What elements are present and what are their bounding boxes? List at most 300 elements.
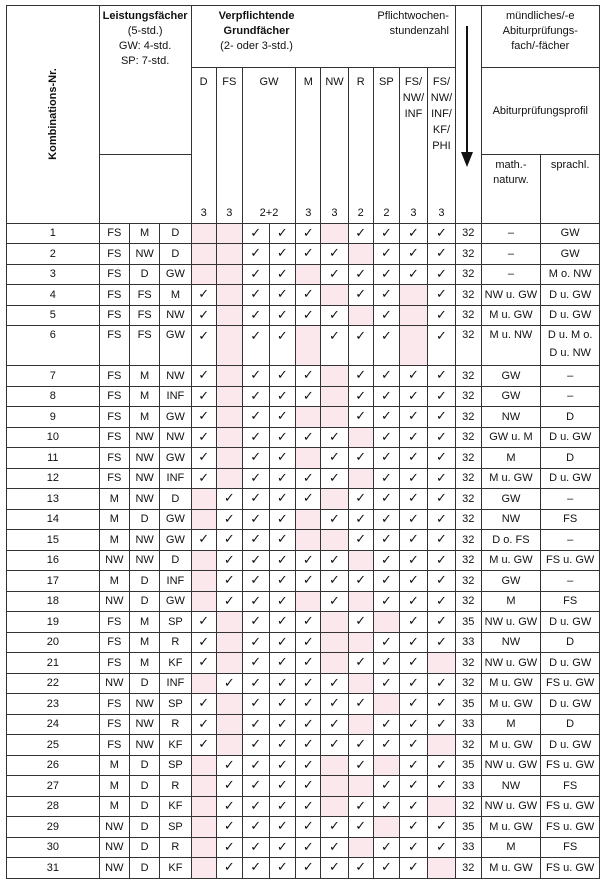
pflichtstunden-cell: 32 xyxy=(455,509,481,530)
pflichtstunden-cell: 32 xyxy=(455,571,481,592)
sprachl-value: FS xyxy=(563,513,578,526)
leistungsfach-cell: FS xyxy=(99,735,129,756)
muendlich-label1: mündliches/-e xyxy=(506,10,575,22)
table-row xyxy=(7,550,600,571)
check-cell: ✓ xyxy=(321,714,348,735)
sprachl-value: FS xyxy=(563,595,578,608)
leistungsfach-cell: FS xyxy=(99,366,129,387)
check-cell: ✓ xyxy=(400,837,428,858)
empty-check-cell xyxy=(321,366,348,387)
empty-check-cell xyxy=(191,489,216,510)
empty-check-cell xyxy=(348,550,373,571)
leistungsfach-cell: D xyxy=(129,796,159,817)
check-cell: ✓ xyxy=(216,837,242,858)
leistungsfach-cell: M xyxy=(99,796,129,817)
leistungsfach-cell: M xyxy=(129,223,159,244)
empty-check-cell xyxy=(216,386,242,407)
row-number: 15 xyxy=(7,530,100,551)
math-naturw-cell: – xyxy=(481,264,541,285)
leistungsfach-cell: D xyxy=(160,223,191,244)
row-number: 17 xyxy=(7,571,100,592)
pflichtstunden-cell: 32 xyxy=(455,653,481,674)
table-row xyxy=(7,366,600,387)
pflichtwochen-label2: stundenzahl xyxy=(389,25,449,37)
check-cell: ✓ xyxy=(373,858,399,879)
leistungsfach-cell: NW xyxy=(99,858,129,879)
row-number: 6 xyxy=(7,326,100,366)
check-cell: ✓ xyxy=(400,714,428,735)
pflicht-arrow-cell xyxy=(455,6,481,224)
math-naturw-cell: M u. GW xyxy=(481,468,541,489)
check-cell: ✓ xyxy=(400,530,428,551)
check-cell: ✓ xyxy=(242,837,269,858)
check-cell: ✓ xyxy=(373,468,399,489)
check-cell: ✓ xyxy=(269,264,296,285)
check-cell: ✓ xyxy=(427,837,455,858)
pflichtstunden-cell: 32 xyxy=(455,673,481,694)
sprachl-cell xyxy=(541,448,600,469)
check-cell: ✓ xyxy=(400,264,428,285)
empty-check-cell xyxy=(216,326,242,366)
sprachl-cell xyxy=(541,489,600,510)
row-number: 21 xyxy=(7,653,100,674)
check-cell: ✓ xyxy=(191,448,216,469)
table-row xyxy=(7,653,600,674)
verpflichtende-header xyxy=(191,6,455,68)
leistungsfach-cell: D xyxy=(160,489,191,510)
leistungsfach-cell: NW xyxy=(129,694,159,715)
sprachl-value: – xyxy=(567,574,574,587)
sprachl-cell xyxy=(541,366,600,387)
table-row xyxy=(7,407,600,428)
sprachl-header: sprachl. xyxy=(541,154,600,223)
check-cell: ✓ xyxy=(321,448,348,469)
check-cell: ✓ xyxy=(242,591,269,612)
check-cell: ✓ xyxy=(427,285,455,306)
subject-hours-0: 3 xyxy=(191,154,216,223)
check-cell: ✓ xyxy=(427,366,455,387)
table-row xyxy=(7,448,600,469)
subject-name: R xyxy=(356,76,365,88)
check-cell: ✓ xyxy=(191,386,216,407)
pflichtstunden-cell: 35 xyxy=(455,755,481,776)
check-cell: ✓ xyxy=(269,366,296,387)
check-cell: ✓ xyxy=(269,386,296,407)
check-cell: ✓ xyxy=(216,673,242,694)
check-cell: ✓ xyxy=(373,407,399,428)
check-cell: ✓ xyxy=(296,427,321,448)
check-cell: ✓ xyxy=(269,776,296,797)
leistungsfach-cell: GW xyxy=(160,407,191,428)
leistungsfach-cell: NW xyxy=(129,244,159,265)
leistungsfaecher-sub2: GW: 4-std. xyxy=(118,40,172,52)
sprachl-value: D u. GW xyxy=(549,656,592,669)
check-cell: ✓ xyxy=(242,755,269,776)
check-cell: ✓ xyxy=(427,427,455,448)
check-cell: ✓ xyxy=(191,285,216,306)
math-naturw-cell: M u. GW xyxy=(481,858,541,879)
empty-check-cell xyxy=(321,285,348,306)
sprachl-value: D xyxy=(566,451,575,464)
check-cell: ✓ xyxy=(296,817,321,838)
check-cell: ✓ xyxy=(427,755,455,776)
leistungsfach-cell: D xyxy=(129,509,159,530)
check-cell: ✓ xyxy=(296,612,321,633)
check-cell: ✓ xyxy=(373,305,399,326)
check-cell: ✓ xyxy=(427,550,455,571)
check-cell: ✓ xyxy=(400,407,428,428)
check-cell: ✓ xyxy=(269,326,296,366)
empty-check-cell xyxy=(191,244,216,265)
check-cell: ✓ xyxy=(348,285,373,306)
check-cell: ✓ xyxy=(296,858,321,879)
empty-check-cell xyxy=(400,285,428,306)
check-cell: ✓ xyxy=(242,858,269,879)
leistungsfach-cell: FS xyxy=(99,653,129,674)
table-row xyxy=(7,509,600,530)
math-naturw-cell: NW xyxy=(481,407,541,428)
leistungsfach-cell: NW xyxy=(129,530,159,551)
leistungsfach-cell: KF xyxy=(160,735,191,756)
check-cell: ✓ xyxy=(400,550,428,571)
empty-check-cell xyxy=(321,653,348,674)
sprachl-value: D u. M o. xyxy=(547,329,593,341)
empty-check-cell xyxy=(216,427,242,448)
check-cell: ✓ xyxy=(321,427,348,448)
check-cell: ✓ xyxy=(321,571,348,592)
leistungsfach-cell: NW xyxy=(129,714,159,735)
check-cell: ✓ xyxy=(373,386,399,407)
sprachl-cell xyxy=(541,694,600,715)
check-cell: ✓ xyxy=(321,817,348,838)
check-cell: ✓ xyxy=(269,489,296,510)
table-row xyxy=(7,427,600,448)
subject-name: M xyxy=(303,76,313,88)
sprachl-value: – xyxy=(567,533,574,546)
row-number: 5 xyxy=(7,305,100,326)
subject-header-6 xyxy=(373,68,399,155)
check-cell: ✓ xyxy=(269,714,296,735)
check-cell: ✓ xyxy=(373,837,399,858)
subject-header-2 xyxy=(242,68,295,155)
check-cell: ✓ xyxy=(348,386,373,407)
table-row xyxy=(7,285,600,306)
check-cell: ✓ xyxy=(348,326,373,366)
sprachl-value: GW xyxy=(560,227,580,240)
subject-header-5 xyxy=(348,68,373,155)
leistungsfach-cell: KF xyxy=(160,653,191,674)
check-cell: ✓ xyxy=(373,427,399,448)
check-cell: ✓ xyxy=(373,366,399,387)
pflichtstunden-cell: 33 xyxy=(455,837,481,858)
check-cell: ✓ xyxy=(296,796,321,817)
check-cell: ✓ xyxy=(348,796,373,817)
check-cell: ✓ xyxy=(242,427,269,448)
check-cell: ✓ xyxy=(373,264,399,285)
math-naturw-cell: M u. GW xyxy=(481,694,541,715)
check-cell: ✓ xyxy=(400,653,428,674)
check-cell: ✓ xyxy=(321,837,348,858)
check-cell: ✓ xyxy=(400,776,428,797)
math-naturw-cell: NW xyxy=(481,632,541,653)
check-cell: ✓ xyxy=(242,550,269,571)
check-cell: ✓ xyxy=(321,858,348,879)
subject-name: GW xyxy=(259,76,279,88)
empty-check-cell xyxy=(321,755,348,776)
leistungsfach-cell: D xyxy=(129,571,159,592)
subject-hours-7: 3 xyxy=(400,154,428,223)
empty-check-cell xyxy=(216,468,242,489)
pflichtwochen-label1: Pflichtwochen- xyxy=(377,10,449,22)
check-cell: ✓ xyxy=(296,386,321,407)
check-cell: ✓ xyxy=(373,223,399,244)
row-number: 20 xyxy=(7,632,100,653)
row-number: 31 xyxy=(7,858,100,879)
check-cell: ✓ xyxy=(269,509,296,530)
sprachl-cell xyxy=(541,386,600,407)
check-cell: ✓ xyxy=(400,448,428,469)
leistungsfach-cell: KF xyxy=(160,796,191,817)
leistungsfach-cell: KF xyxy=(160,858,191,879)
check-cell: ✓ xyxy=(269,612,296,633)
sprachl-value: FS xyxy=(563,841,578,854)
sprachl-value: FS xyxy=(563,779,578,792)
check-cell: ✓ xyxy=(242,448,269,469)
check-cell: ✓ xyxy=(269,244,296,265)
pflichtstunden-cell: 32 xyxy=(455,264,481,285)
check-cell: ✓ xyxy=(400,694,428,715)
empty-check-cell xyxy=(321,407,348,428)
check-cell: ✓ xyxy=(348,407,373,428)
check-cell: ✓ xyxy=(373,673,399,694)
check-cell: ✓ xyxy=(216,796,242,817)
check-cell: ✓ xyxy=(427,612,455,633)
row-number: 23 xyxy=(7,694,100,715)
subject-name: FS/ NW/ INF/ KF/ PHI xyxy=(430,76,453,152)
leistungsfach-cell: FS xyxy=(99,386,129,407)
check-cell: ✓ xyxy=(427,776,455,797)
row-number: 8 xyxy=(7,386,100,407)
sprachl-cell xyxy=(541,776,600,797)
check-cell: ✓ xyxy=(191,714,216,735)
leistungsfach-cell: M xyxy=(160,285,191,306)
leistungsfaecher-sub3: SP: 7-std. xyxy=(120,55,170,67)
check-cell: ✓ xyxy=(269,673,296,694)
check-cell: ✓ xyxy=(400,858,428,879)
down-arrow-icon xyxy=(460,26,474,168)
leistungsfach-cell: FS xyxy=(99,714,129,735)
empty-check-cell xyxy=(427,858,455,879)
check-cell: ✓ xyxy=(400,386,428,407)
check-cell: ✓ xyxy=(269,632,296,653)
leistungsfach-cell: NW xyxy=(99,837,129,858)
pflichtstunden-cell: 32 xyxy=(455,858,481,879)
empty-check-cell xyxy=(216,305,242,326)
check-cell: ✓ xyxy=(321,735,348,756)
empty-check-cell xyxy=(321,796,348,817)
check-cell: ✓ xyxy=(242,366,269,387)
pflichtstunden-cell: 33 xyxy=(455,632,481,653)
check-cell: ✓ xyxy=(216,755,242,776)
leistungsfach-cell: D xyxy=(129,755,159,776)
check-cell: ✓ xyxy=(296,694,321,715)
sprachl-value: – xyxy=(567,369,574,382)
subject-header-4 xyxy=(321,68,348,155)
leistungsfach-cell: INF xyxy=(160,468,191,489)
leistungsfach-cell: D xyxy=(129,673,159,694)
pflichtstunden-cell: 32 xyxy=(455,550,481,571)
check-cell: ✓ xyxy=(242,509,269,530)
check-cell: ✓ xyxy=(216,776,242,797)
sprachl-value: D xyxy=(566,636,575,649)
empty-check-cell xyxy=(191,776,216,797)
sprachl-cell xyxy=(541,530,600,551)
pflichtstunden-cell: 32 xyxy=(455,386,481,407)
row-number: 24 xyxy=(7,714,100,735)
leistungsfach-cell: M xyxy=(129,632,159,653)
row-number: 30 xyxy=(7,837,100,858)
leistungsfach-cell: R xyxy=(160,632,191,653)
row-number: 29 xyxy=(7,817,100,838)
check-cell: ✓ xyxy=(427,632,455,653)
check-cell: ✓ xyxy=(427,509,455,530)
check-cell: ✓ xyxy=(269,858,296,879)
check-cell: ✓ xyxy=(191,427,216,448)
empty-check-cell xyxy=(191,591,216,612)
row-number: 11 xyxy=(7,448,100,469)
leistungsfach-cell: NW xyxy=(129,427,159,448)
verpflichtende-title1: Verpflichtende xyxy=(218,10,295,22)
leistungsfach-cell: FS xyxy=(129,285,159,306)
leistungsfach-cell: NW xyxy=(160,305,191,326)
pflichtstunden-cell: 32 xyxy=(455,591,481,612)
empty-check-cell xyxy=(348,632,373,653)
leistungsfach-cell: M xyxy=(99,755,129,776)
check-cell: ✓ xyxy=(216,550,242,571)
subject-hours-5: 2 xyxy=(348,154,373,223)
subject-header-0 xyxy=(191,68,216,155)
leistungsfach-cell: M xyxy=(129,653,159,674)
kombinations-table-wrapper xyxy=(6,5,600,879)
leistung-empty-cell xyxy=(99,154,191,223)
check-cell: ✓ xyxy=(400,817,428,838)
empty-check-cell xyxy=(373,755,399,776)
check-cell: ✓ xyxy=(242,694,269,715)
check-cell: ✓ xyxy=(321,694,348,715)
empty-check-cell xyxy=(321,386,348,407)
check-cell: ✓ xyxy=(216,509,242,530)
leistungsfach-cell: FS xyxy=(99,407,129,428)
check-cell: ✓ xyxy=(216,591,242,612)
check-cell: ✓ xyxy=(373,714,399,735)
abiturpruefungsprofil-header: Abiturprüfungsprofil xyxy=(481,68,599,155)
pflichtstunden-cell: 32 xyxy=(455,427,481,448)
math-naturw-cell: NW u. GW xyxy=(481,285,541,306)
check-cell: ✓ xyxy=(400,571,428,592)
check-cell: ✓ xyxy=(400,612,428,633)
sprachl-value: FS u. GW xyxy=(546,861,595,874)
empty-check-cell xyxy=(191,223,216,244)
check-cell: ✓ xyxy=(296,366,321,387)
pflichtstunden-cell: 32 xyxy=(455,244,481,265)
check-cell: ✓ xyxy=(348,735,373,756)
leistungsfach-cell: NW xyxy=(99,591,129,612)
check-cell: ✓ xyxy=(242,285,269,306)
pflichtstunden-cell: 35 xyxy=(455,817,481,838)
leistungsfach-cell: R xyxy=(160,714,191,735)
math-naturw-cell: M u. GW xyxy=(481,817,541,838)
check-cell: ✓ xyxy=(216,817,242,838)
math-naturw-cell: D o. FS xyxy=(481,530,541,551)
table-row xyxy=(7,796,600,817)
check-cell: ✓ xyxy=(216,858,242,879)
subject-name: FS/ NW/ INF xyxy=(402,76,425,120)
math-naturw-cell: NW xyxy=(481,509,541,530)
table-row xyxy=(7,858,600,879)
leistungsfach-cell: GW xyxy=(160,326,191,366)
empty-check-cell xyxy=(348,837,373,858)
check-cell: ✓ xyxy=(269,407,296,428)
check-cell: ✓ xyxy=(400,755,428,776)
sprachl-value: D u. GW xyxy=(549,309,592,322)
check-cell: ✓ xyxy=(400,591,428,612)
row-number: 26 xyxy=(7,755,100,776)
leistungsfach-cell: NW xyxy=(129,489,159,510)
check-cell: ✓ xyxy=(242,530,269,551)
check-cell: ✓ xyxy=(427,448,455,469)
check-cell: ✓ xyxy=(242,632,269,653)
row-number: 19 xyxy=(7,612,100,633)
empty-check-cell xyxy=(296,264,321,285)
table-row xyxy=(7,632,600,653)
check-cell: ✓ xyxy=(191,407,216,428)
sprachl-cell xyxy=(541,735,600,756)
empty-check-cell xyxy=(216,223,242,244)
sprachl-cell xyxy=(541,837,600,858)
check-cell: ✓ xyxy=(373,326,399,366)
row-number: 9 xyxy=(7,407,100,428)
sprachl-value: D u. GW xyxy=(549,615,592,628)
pflichtstunden-cell: 32 xyxy=(455,326,481,366)
check-cell: ✓ xyxy=(216,571,242,592)
math-naturw-cell: GW xyxy=(481,489,541,510)
check-cell: ✓ xyxy=(269,591,296,612)
check-cell: ✓ xyxy=(348,858,373,879)
pflichtstunden-cell: 33 xyxy=(455,776,481,797)
leistungsfach-cell: M xyxy=(99,571,129,592)
check-cell: ✓ xyxy=(216,530,242,551)
empty-check-cell xyxy=(191,673,216,694)
empty-check-cell xyxy=(427,796,455,817)
table-row xyxy=(7,326,600,366)
leistungsfach-cell: M xyxy=(129,366,159,387)
leistungsfach-cell: SP xyxy=(160,755,191,776)
leistungsfach-cell: FS xyxy=(99,326,129,366)
verpflichtende-title2: Grundfächer xyxy=(223,25,290,37)
pflichtstunden-cell: 32 xyxy=(455,448,481,469)
row-number: 16 xyxy=(7,550,100,571)
check-cell: ✓ xyxy=(321,673,348,694)
subject-hours-1: 3 xyxy=(216,154,242,223)
check-cell: ✓ xyxy=(321,591,348,612)
check-cell: ✓ xyxy=(269,694,296,715)
check-cell: ✓ xyxy=(427,407,455,428)
leistungsfach-cell: NW xyxy=(160,427,191,448)
empty-check-cell xyxy=(348,468,373,489)
empty-check-cell xyxy=(321,223,348,244)
subject-hours-6: 2 xyxy=(373,154,399,223)
check-cell: ✓ xyxy=(269,223,296,244)
